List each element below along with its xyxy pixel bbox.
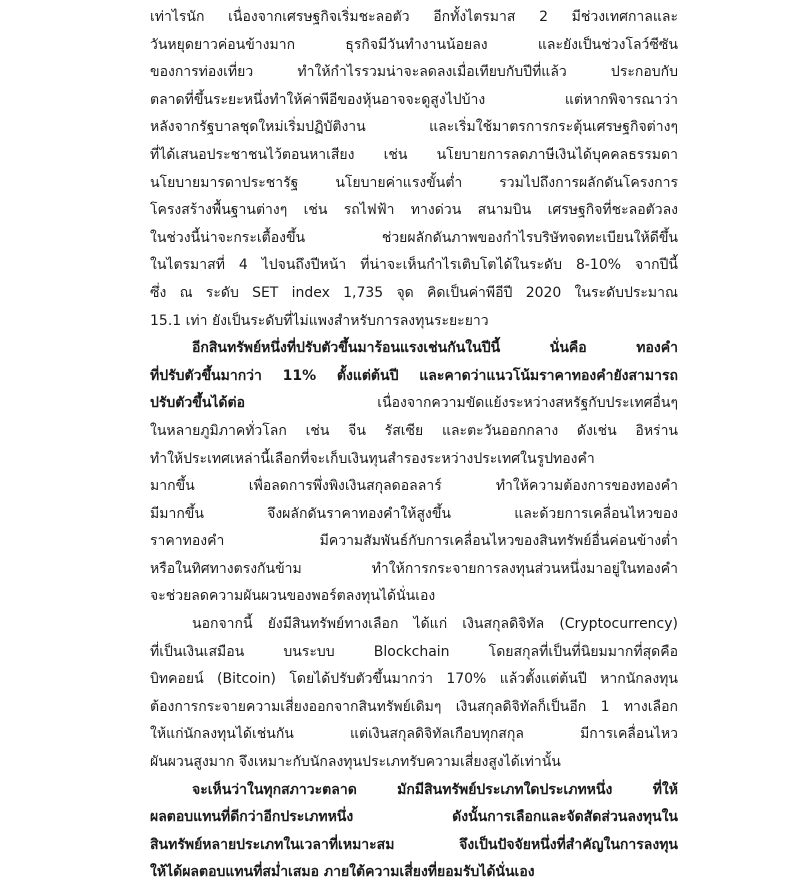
text-line: ที่ได้เสนอประชาชนไว้ตอนหาเสียง เช่น นโยบายการลดภาษีเงินได้บุคคลธรรมดา [150, 146, 678, 163]
text-line: มีมากขึ้น จึงผลักดันราคาทองคำให้สูงขึ้น และด้วยการเคลื่อนไหวของ [150, 505, 678, 522]
text-line: ทำให้ประเทศเหล่านี้เลือกที่จะเก็บเงินทุนสำรองระหว่างประเทศในรูปทองคำ [150, 450, 595, 467]
text-bold-fragment: ปรับตัวขึ้นได้ต่อ [150, 395, 246, 412]
text-line: ตลาดที่ขึ้นระยะหนึ่งทำให้ค่าพีอีของหุ้นอาจจะดูสูงไปบ้าง แต่หากพิจารณาว่า [150, 91, 678, 108]
text-line: 15.1 เท่า ยังเป็นระดับที่ไม่แพงสำหรับการลงทุนระยะยาว [150, 312, 489, 329]
text-line-bold: ให้ได้ผลตอบแทนที่สม่ำเสมอ ภายใต้ความเสี่ยงที่ยอมรับได้นั่นเอง [150, 864, 535, 881]
text-line: ในช่วงนี้น่าจะกระเตื้องขึ้น ช่วยผลักดันภาพของกำไรบริษัทจดทะเบียนให้ดีขึ้น [150, 229, 678, 246]
text-line: หรือในทิศทางตรงกันข้าม ทำให้การกระจายการลงทุนส่วนหนึ่งมาอยู่ในทองคำ [150, 560, 678, 577]
text-line: ให้แก่นักลงทุนได้เช่นกัน แต่เงินสกุลดิจิทัลเกือบทุกสกุล มีการเคลื่อนไหว [150, 726, 678, 743]
text-line: จะช่วยลดความผันผวนของพอร์ตลงทุนได้นั่นเอง [150, 588, 436, 605]
text-line: นอกจากนี้ ยังมีสินทรัพย์ทางเลือก ได้แก่ เงินสกุลดิจิทัล (Cryptocurrency) [192, 616, 678, 633]
text-line: ในไตรมาสที่ 4 ไปจนถึงปีหน้า ที่น่าจะเห็นกำไรเติบโตได้ในระดับ 8-10% จากปีนี้ [150, 257, 678, 274]
text-line: หลังจากรัฐบาลชุดใหม่เริ่มปฏิบัติงาน และเริ่มใช้มาตรการกระตุ้นเศรษฐกิจต่างๆ [150, 119, 678, 136]
text-line: ต้องการกระจายความเสี่ยงออกจากสินทรัพย์เดิมๆ เงินสกุลดิจิทัลก็เป็นอีก 1 ทางเลือก [150, 698, 678, 715]
text-line-bold: ที่ปรับตัวขึ้นมากว่า 11% ตั้งแต่ต้นปี และคาดว่าแนวโน้มราคาทองคำยังสามารถ [150, 367, 678, 384]
text-line: ของการท่องเที่ยว ทำให้กำไรรวมน่าจะลดลงเมื่อเทียบกับปีที่แล้ว ประกอบกับ [150, 64, 678, 81]
article-page [150, 4, 678, 887]
text-line-bold: อีกสินทรัพย์หนึ่งที่ปรับตัวขึ้นมาร้อนแรงเช่นกันในปีนี้ นั่นคือ ทองคำ [192, 340, 678, 357]
paragraph-stock-outlook [150, 4, 678, 335]
paragraph-conclusion [150, 777, 678, 887]
paragraph-gold [150, 335, 678, 611]
text-line: มากขึ้น เพื่อลดการพึ่งพิงเงินสกุลดอลลาร์ ทำให้ความต้องการของทองคำ [150, 478, 678, 495]
text-line-bold: สินทรัพย์หลายประเภทในเวลาที่เหมาะสม จึงเป็นปัจจัยหนึ่งที่สำคัญในการลงทุน [150, 836, 678, 853]
text-line: ซึ่ง ณ ระดับ SET index 1,735 จุด คิดเป็นค่าพีอีปี 2020 ในระดับประมาณ [150, 284, 678, 301]
text-line: ราคาทองคำ มีความสัมพันธ์กับการเคลื่อนไหวของสินทรัพย์อื่นค่อนข้างต่ำ [150, 533, 678, 550]
text-line: บิทคอยน์ (Bitcoin) โดยได้ปรับตัวขึ้นมากว่า 170% แล้วตั้งแต่ต้นปี หากนักลงทุน [150, 671, 678, 688]
text-line: โครงสร้างพื้นฐานต่างๆ เช่น รถไฟฟ้า ทางด่วน สนามบิน เศรษฐกิจที่ชะลอตัวลง [150, 202, 678, 219]
text-normal-fragment: เนื่องจากความขัดแย้งระหว่างสหรัฐกับประเทศอื่นๆ [245, 395, 678, 412]
paragraph-crypto [150, 611, 678, 777]
text-line: เท่าไรนัก เนื่องจากเศรษฐกิจเริ่มชะลอตัว อีกทั้งไตรมาส 2 มีช่วงเทศกาลและ [150, 9, 678, 25]
text-line: นโยบายมารดาประชารัฐ นโยบายค่าแรงขั้นต่ำ รวมไปถึงการผลักดันโครงการ [150, 174, 678, 191]
text-line: ในหลายภูมิภาคทั่วโลก เช่น จีน รัสเซีย และตะวันออกกลาง ดังเช่น อิหร่าน [150, 422, 678, 439]
text-line-bold: ผลตอบแทนที่ดีกว่าอีกประเภทหนึ่ง ดังนั้นการเลือกและจัดสัดส่วนลงทุนใน [150, 809, 678, 826]
text-line: ผันผวนสูงมาก จึงเหมาะกับนักลงทุนประเภทรับความเสี่ยงสูงได้เท่านั้น [150, 754, 561, 771]
text-line-bold: จะเห็นว่าในทุกสภาวะตลาด มักมีสินทรัพย์ประเภทใดประเภทหนึ่ง ที่ให้ [192, 781, 678, 798]
text-line: ที่เป็นเงินเสมือน บนระบบ Blockchain โดยสกุลที่เป็นที่นิยมมากที่สุดคือ [150, 643, 678, 660]
text-line: วันหยุดยาวค่อนข้างมาก ธุรกิจมีวันทำงานน้อยลง และยังเป็นช่วงโลว์ซีซัน [150, 36, 678, 53]
text-line-mixed [150, 390, 678, 418]
